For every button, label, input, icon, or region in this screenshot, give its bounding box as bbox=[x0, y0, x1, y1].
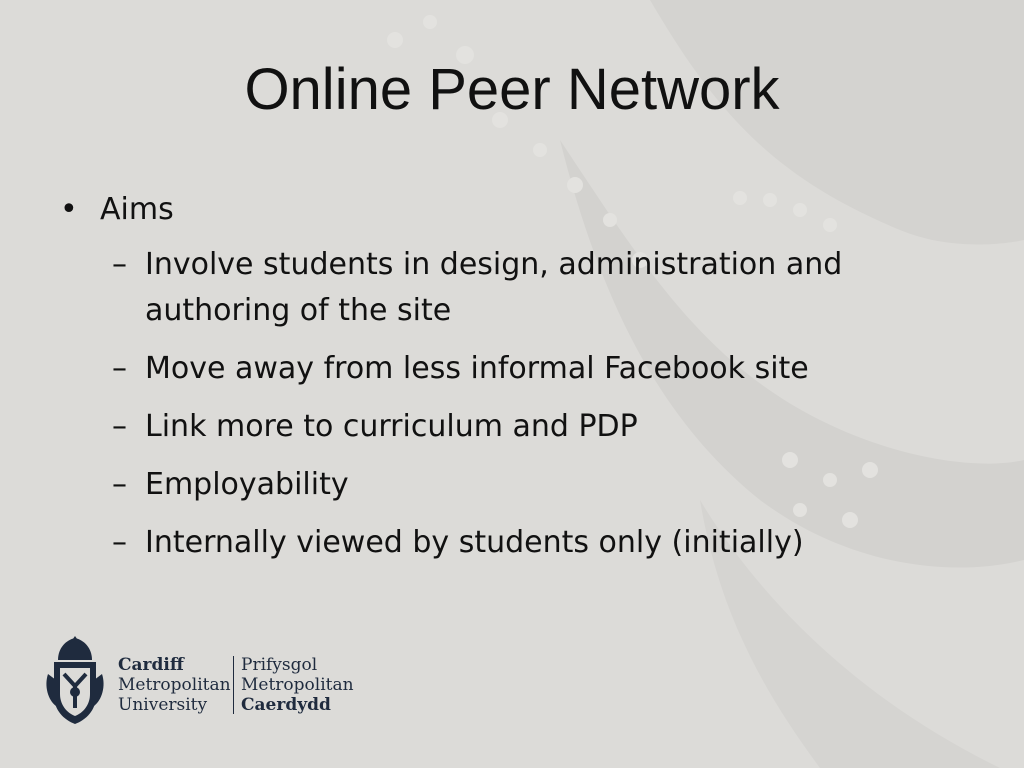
slide-title: Online Peer Network bbox=[244, 57, 780, 122]
logo-divider bbox=[233, 656, 234, 714]
logo-welsh-line-2: Metropolitan bbox=[241, 675, 354, 695]
sub-bullet-item bbox=[60, 242, 960, 334]
sub-bullet-text: Link more to curriculum and PDP bbox=[145, 409, 638, 444]
dash-marker: – bbox=[112, 351, 127, 386]
sub-bullet-list bbox=[60, 242, 960, 566]
bullet-aims bbox=[60, 188, 960, 232]
sub-bullet-text-continued: authoring of the site bbox=[145, 293, 452, 328]
dash-marker: – bbox=[112, 247, 127, 282]
dash-marker: – bbox=[112, 409, 127, 444]
university-logo bbox=[44, 634, 364, 730]
logo-welsh-line-1: Prifysgol bbox=[241, 655, 318, 675]
logo-english-line-3: University bbox=[118, 695, 208, 715]
university-crest-icon bbox=[44, 634, 106, 726]
logo-text-welsh bbox=[241, 655, 354, 715]
sub-bullet-item bbox=[60, 346, 960, 392]
sub-bullet-item bbox=[60, 520, 960, 566]
sub-bullet-item bbox=[60, 404, 960, 450]
sub-bullet-text: Employability bbox=[145, 467, 349, 502]
dash-marker: – bbox=[112, 525, 127, 560]
sub-bullet-text: Move away from less informal Facebook site bbox=[145, 351, 809, 386]
logo-text-english bbox=[118, 655, 231, 715]
sub-bullet-text: Involve students in design, administration and bbox=[145, 247, 843, 282]
sub-bullet-item bbox=[60, 462, 960, 508]
dash-marker: – bbox=[112, 467, 127, 502]
sub-bullet-text: Internally viewed by students only (initially) bbox=[145, 525, 804, 560]
logo-welsh-line-3: Caerdydd bbox=[241, 695, 331, 715]
slide-body bbox=[60, 188, 960, 578]
logo-english-line-2: Metropolitan bbox=[118, 675, 231, 695]
bullet-marker: • bbox=[60, 192, 78, 227]
logo-english-line-1: Cardiff bbox=[118, 655, 184, 675]
bullet-label: Aims bbox=[100, 192, 174, 227]
